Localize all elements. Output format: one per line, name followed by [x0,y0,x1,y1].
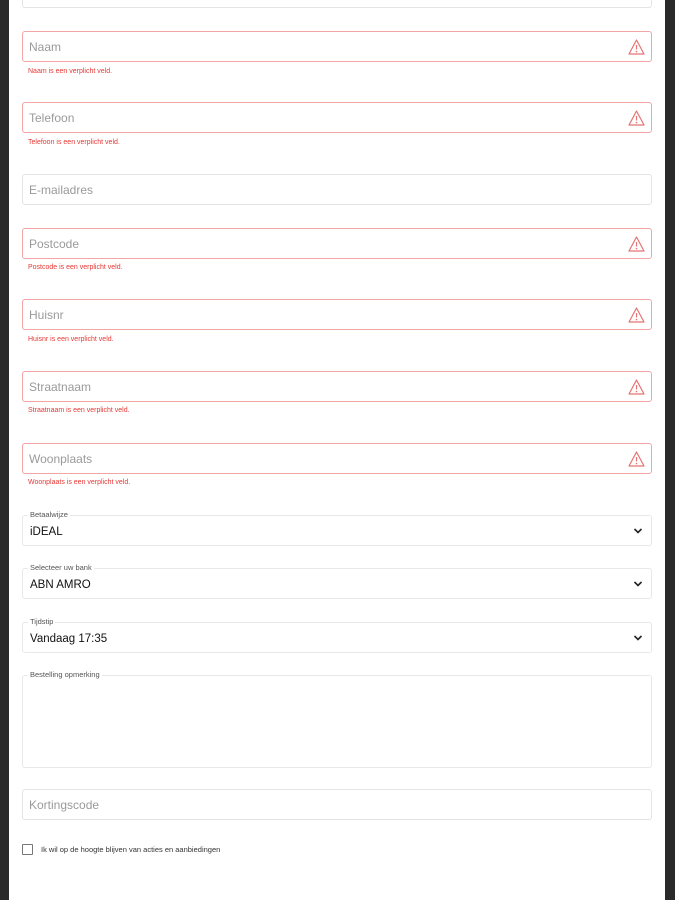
time-value: Vandaag 17:35 [30,633,108,645]
order-remark-textarea[interactable] [22,670,652,768]
payment-method-value: iDEAL [30,526,63,538]
name-field[interactable] [23,32,651,61]
warning-icon [628,451,645,467]
postcode-error: Postcode is een verplicht veld. [28,264,123,271]
street-field-wrapper [22,371,652,402]
chevron-down-icon [633,579,643,589]
chevron-down-icon [633,633,643,643]
city-error: Woonplaats is een verplicht veld. [28,479,131,486]
email-field-wrapper [22,174,652,205]
bank-value: ABN AMRO [30,579,91,591]
bank-label: Selecteer uw bank [30,563,92,572]
street-field[interactable] [23,372,651,401]
name-error: Naam is een verplicht veld. [28,68,113,75]
newsletter-label: Ik wil op de hoogte blijven van acties en aanbiedingen [41,844,221,854]
payment-method-label: Betaalwijze [30,510,68,519]
warning-icon [628,236,645,252]
warning-icon [628,39,645,55]
newsletter-row [22,842,220,856]
coupon-field-wrapper [22,789,652,820]
postcode-field-wrapper [22,228,652,259]
bank-select[interactable] [22,563,652,599]
warning-icon [628,110,645,126]
phone-error: Telefoon is een verplicht veld. [28,139,120,146]
payment-method-select[interactable] [22,510,652,546]
city-field[interactable] [23,444,651,473]
name-field-wrapper [22,31,652,62]
street-error: Straatnaam is een verplicht veld. [28,407,130,414]
newsletter-checkbox[interactable] [22,844,33,855]
email-field[interactable] [23,175,651,204]
order-remark-label: Bestelling opmerking [30,670,100,679]
warning-icon [628,379,645,395]
house-number-field-wrapper [22,299,652,330]
house-number-field[interactable] [23,300,651,329]
phone-field[interactable] [23,103,651,132]
order-form [9,0,665,900]
previous-field-edge [22,0,652,8]
house-number-error: Huisnr is een verplicht veld. [28,336,114,343]
time-label: Tijdstip [30,617,54,626]
city-field-wrapper [22,443,652,474]
warning-icon [628,307,645,323]
chevron-down-icon [633,526,643,536]
postcode-field[interactable] [23,229,651,258]
coupon-field[interactable] [23,790,651,819]
phone-field-wrapper [22,102,652,133]
time-select[interactable] [22,617,652,653]
